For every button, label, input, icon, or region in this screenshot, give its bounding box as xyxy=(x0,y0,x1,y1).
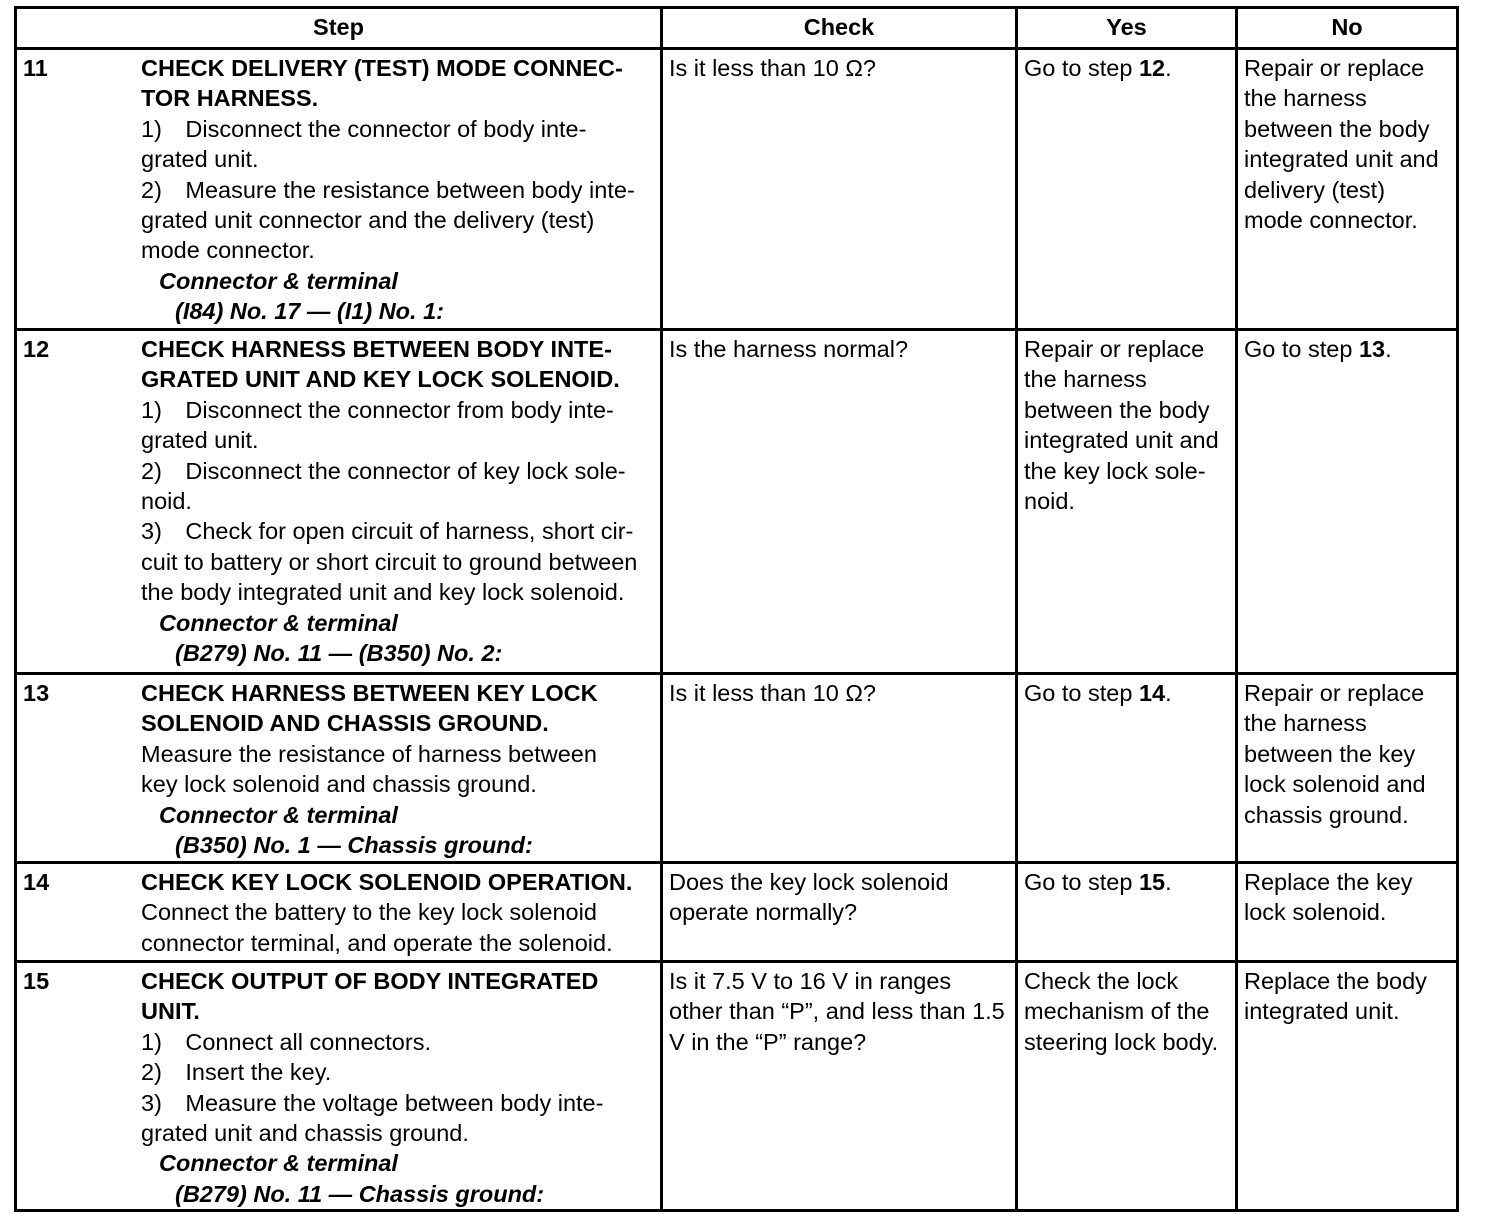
yes-cell: Repair or replace the harness between the body integrated unit and the key lock sole-noid. xyxy=(1017,330,1237,674)
connector-terminal: (B279) No. 11 — (B350) No. 2: xyxy=(175,640,503,667)
table-row xyxy=(16,674,1458,863)
step-cell xyxy=(16,49,662,330)
yes-prefix: Go to step xyxy=(1024,680,1139,706)
yes-step-ref: 14 xyxy=(1138,680,1166,706)
yes-prefix: Go to step xyxy=(1024,55,1139,81)
header-no: No xyxy=(1237,8,1458,49)
step-instruction: 2) Measure the resistance between body inte- xyxy=(141,176,635,203)
no-cell xyxy=(1237,330,1458,674)
header-yes: Yes xyxy=(1017,8,1237,49)
yes-cell xyxy=(1017,863,1237,962)
step-title: UNIT. xyxy=(141,998,200,1025)
step-instruction: Measure the resistance of harness between xyxy=(141,740,597,767)
step-cell xyxy=(16,863,662,962)
step-number: 11 xyxy=(23,55,48,81)
step-instruction: grated unit and chassis ground. xyxy=(141,1120,469,1147)
yes-cell xyxy=(1017,674,1237,863)
step-cell xyxy=(16,330,662,674)
connector-label: Connector & terminal xyxy=(159,267,398,294)
check-cell: Is it 7.5 V to 16 V in ranges other than “P”, and less than 1.5 V in the “P” range? xyxy=(662,962,1017,1211)
check-cell: Does the key lock solenoid operate normally? xyxy=(662,863,1017,962)
step-cell xyxy=(16,674,662,863)
step-title: CHECK KEY LOCK SOLENOID OPERATION. xyxy=(141,869,633,895)
step-instruction: key lock solenoid and chassis ground. xyxy=(141,771,537,798)
step-number: 12 xyxy=(23,336,50,362)
step-instruction: 1) Disconnect the connector of body inte- xyxy=(141,115,587,142)
step-body xyxy=(141,966,654,1209)
step-instruction: mode connector. xyxy=(141,237,315,264)
step-instruction: cuit to battery or short circuit to ground between xyxy=(141,548,638,575)
step-instruction: grated unit. xyxy=(141,427,259,454)
connector-terminal: (I84) No. 17 — (I1) No. 1: xyxy=(175,298,444,325)
step-instruction: 3) Check for open circuit of harness, short cir- xyxy=(141,518,634,545)
no-cell: Replace the body integrated unit. xyxy=(1237,962,1458,1211)
no-cell: Repair or replace the harness between the body integrated unit and delivery (test) mode connector. xyxy=(1237,49,1458,330)
no-cell: Repair or replace the harness between the key lock solenoid and chassis ground. xyxy=(1237,674,1458,863)
step-title: CHECK DELIVERY (TEST) MODE CONNEC- xyxy=(141,55,623,81)
yes-prefix: Go to step xyxy=(1024,869,1139,895)
table-header-row xyxy=(16,8,1458,49)
step-body xyxy=(141,867,654,958)
connector-label: Connector & terminal xyxy=(159,1150,398,1177)
connector-terminal: (B279) No. 11 — Chassis ground: xyxy=(175,1180,545,1207)
step-body xyxy=(141,678,654,860)
yes-suffix: . xyxy=(1165,55,1172,81)
no-cell: Replace the key lock solenoid. xyxy=(1237,863,1458,962)
check-cell: Is it less than 10 Ω? xyxy=(662,49,1017,330)
check-cell: Is the harness normal? xyxy=(662,330,1017,674)
table-row xyxy=(16,49,1458,330)
step-instruction: connector terminal, and operate the solenoid. xyxy=(141,929,613,956)
no-step-ref: 13 xyxy=(1358,336,1386,362)
connector-label: Connector & terminal xyxy=(159,609,398,636)
step-instruction: 1) Connect all connectors. xyxy=(141,1028,431,1055)
connector-label: Connector & terminal xyxy=(159,801,398,828)
step-instruction: 2) Insert the key. xyxy=(141,1059,332,1086)
step-number: 15 xyxy=(23,968,50,994)
step-instruction: 2) Disconnect the connector of key lock sole- xyxy=(141,457,626,484)
step-body xyxy=(141,334,654,668)
yes-suffix: . xyxy=(1165,680,1172,706)
step-instruction: noid. xyxy=(141,488,192,515)
step-number: 14 xyxy=(23,869,50,895)
check-cell: Is it less than 10 Ω? xyxy=(662,674,1017,863)
step-title: CHECK HARNESS BETWEEN BODY INTE- xyxy=(141,336,612,362)
header-step: Step xyxy=(16,8,662,49)
step-instruction: 1) Disconnect the connector from body inte- xyxy=(141,396,614,423)
step-instruction: grated unit. xyxy=(141,146,259,173)
yes-cell xyxy=(1017,49,1237,330)
no-prefix: Go to step xyxy=(1244,336,1359,362)
yes-step-ref: 12 xyxy=(1138,55,1166,81)
diagnosis-table xyxy=(14,6,1459,1212)
step-title: CHECK OUTPUT OF BODY INTEGRATED xyxy=(141,968,599,994)
step-body xyxy=(141,53,654,327)
step-instruction: 3) Measure the voltage between body inte- xyxy=(141,1089,604,1116)
step-number: 13 xyxy=(23,680,50,706)
step-instruction: Connect the battery to the key lock solenoid xyxy=(141,899,597,926)
step-cell xyxy=(16,962,662,1211)
no-suffix: . xyxy=(1385,336,1392,362)
table-row xyxy=(16,330,1458,674)
step-title: GRATED UNIT AND KEY LOCK SOLENOID. xyxy=(141,366,620,393)
yes-suffix: . xyxy=(1165,869,1172,895)
yes-step-ref: 15 xyxy=(1138,869,1166,895)
header-check: Check xyxy=(662,8,1017,49)
table-row xyxy=(16,863,1458,962)
step-title: CHECK HARNESS BETWEEN KEY LOCK xyxy=(141,680,598,706)
step-instruction: grated unit connector and the delivery (test) xyxy=(141,207,595,234)
step-title: SOLENOID AND CHASSIS GROUND. xyxy=(141,710,549,737)
connector-terminal: (B350) No. 1 — Chassis ground: xyxy=(175,832,533,859)
step-title: TOR HARNESS. xyxy=(141,85,319,112)
yes-cell: Check the lock mechanism of the steering lock body. xyxy=(1017,962,1237,1211)
step-instruction: the body integrated unit and key lock solenoid. xyxy=(141,579,625,606)
table-row xyxy=(16,962,1458,1211)
